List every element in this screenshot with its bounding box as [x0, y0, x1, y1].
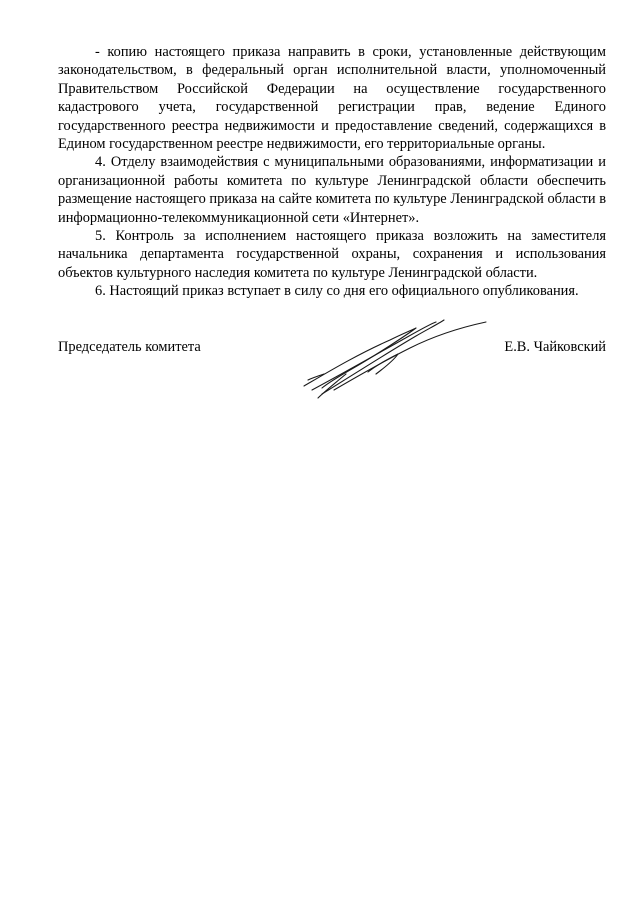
handwritten-signature: [298, 310, 488, 402]
paragraph-item-4: 4. Отделу взаимодействия с муниципальными образованиями, информатизации и организационной работы комитета по культуре Ленинградской области обеспечить размещение настоящего приказа на сайте комитета по культуре Ленинградской области в информационно-телекоммуникационной сети «Интернет».: [58, 154, 606, 226]
paragraph-copy-direction: - копию настоящего приказа направить в сроки, установленные действующим законодательством, в федеральный орган исполнительной власти, уполномоченный Правительством Российской Федерации на осуществление государственного кадастрового учета, государственной регистрации прав, ведение Единого государственного реестра недвижимости и предоставление сведений, содержащихся в Едином государственном реестре недвижимости, его территориальные органы.: [58, 44, 606, 153]
signatory-name: Е.В. Чайковский: [504, 339, 606, 355]
document-body: [58, 43, 606, 301]
position-title: Председатель комитета: [58, 339, 201, 355]
paragraph-item-5: 5. Контроль за исполнением настоящего приказа возложить на заместителя начальника департамента государственной охраны, сохранения и использования объектов культурного наследия комитета по культуре Ленинградской области.: [58, 228, 606, 281]
paragraph-item-6: 6. Настоящий приказ вступает в силу со дня его официального опубликования.: [95, 283, 579, 300]
